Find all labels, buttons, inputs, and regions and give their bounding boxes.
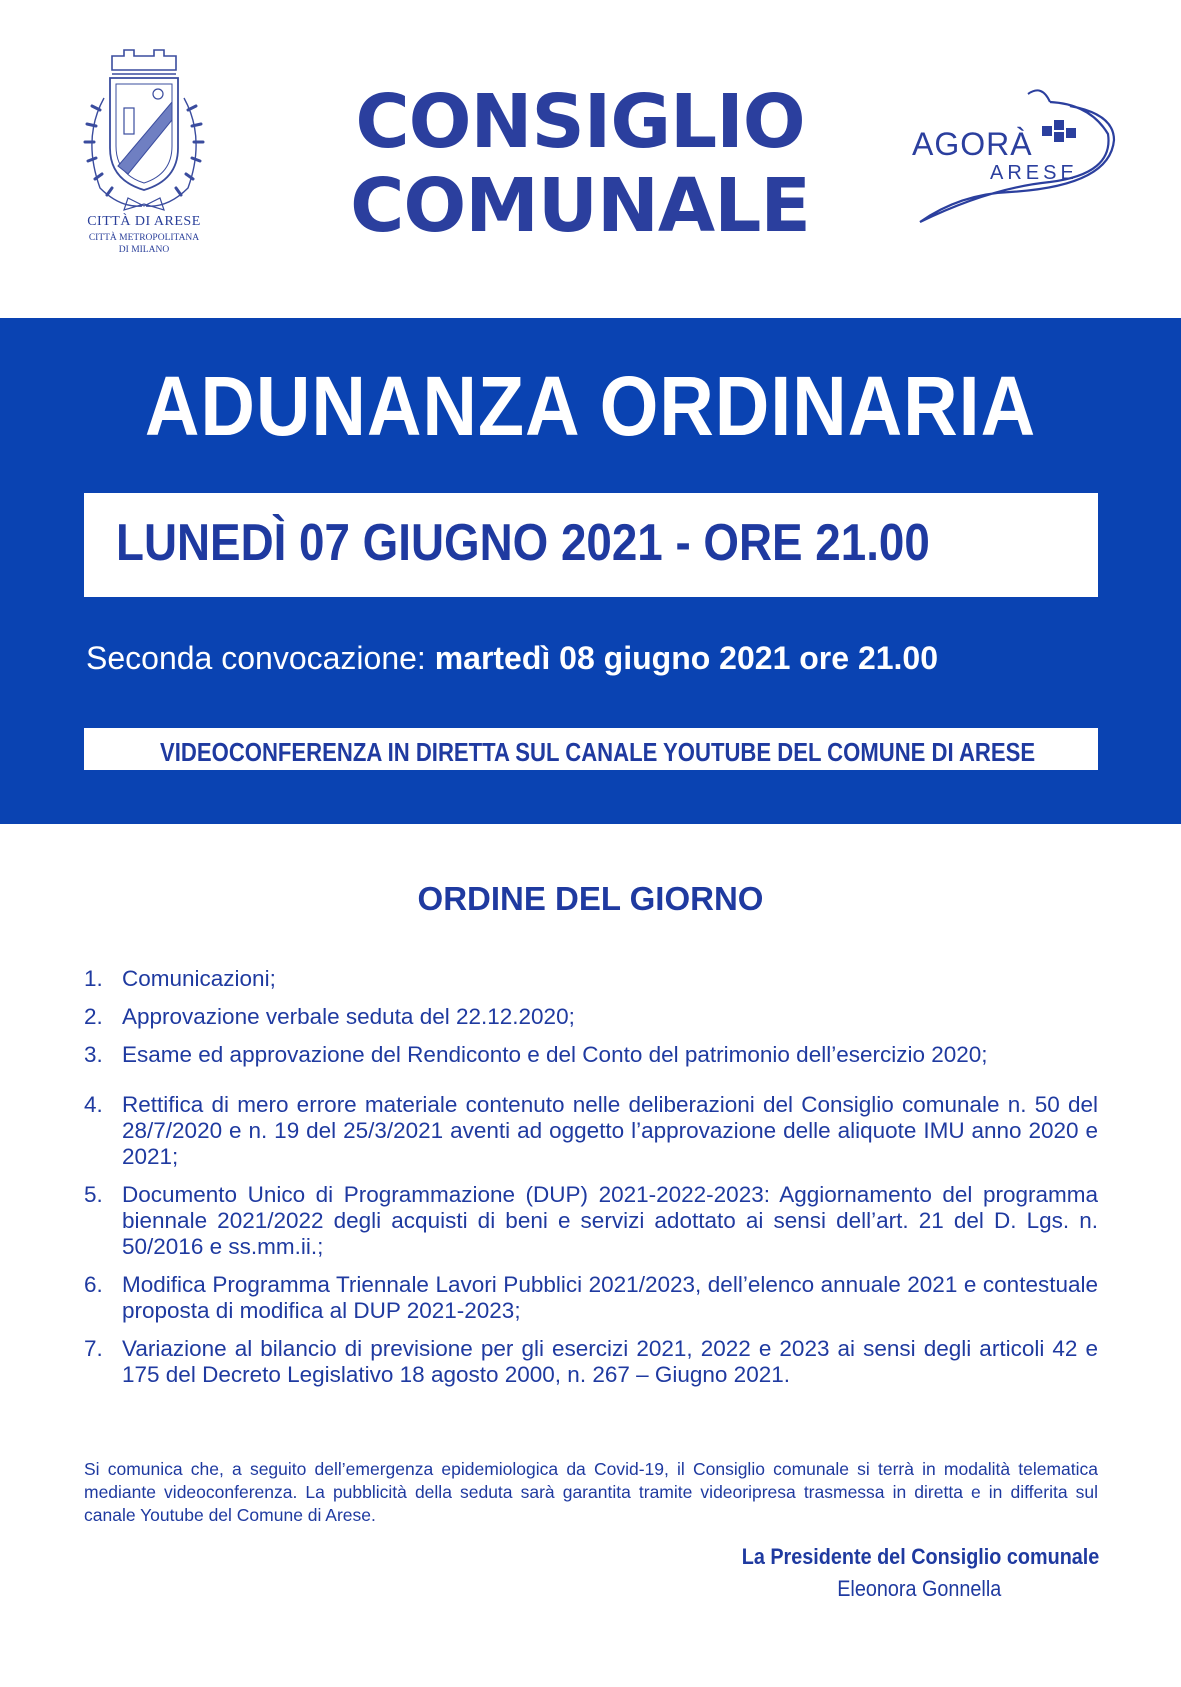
arese-crest-logo	[64, 48, 224, 280]
second-convocation	[86, 640, 938, 677]
second-convocation-date: martedì 08 giugno 2021 ore 21.00	[434, 640, 939, 676]
agenda-item	[84, 1092, 1098, 1170]
crest-subtitle-line-1: CITTÀ METROPOLITANA	[88, 233, 200, 243]
agenda-item-text: Comunicazioni;	[122, 966, 276, 991]
agora-arese-logo	[900, 84, 1130, 234]
crest-subtitle-line-2: DI MILANO	[118, 245, 170, 255]
signature-role: La Presidente del Consiglio comunale	[741, 1544, 1099, 1569]
videoconference-notice: VIDEOCONFERENZA IN DIRETTA SUL CANALE YOUTUBE DEL COMUNE DI ARESE	[160, 737, 1036, 767]
title-line-2: COMUNALE	[350, 163, 810, 249]
agenda-item-text: Rettifica di mero errore materiale contenuto nelle deliberazioni del Consiglio comunale n. 50 del 28/7/2020 e n. 19 del 25/3/2021 aventi ad oggetto l’approvazione delle aliquote IMU anno 2020 e 2021;	[122, 1092, 1098, 1169]
agenda-heading: ORDINE DEL GIORNO	[417, 880, 764, 917]
signature-name: Eleonora Gonnella	[836, 1576, 1001, 1601]
agenda-item-text: Documento Unico di Programmazione (DUP) 2021-2022-2023: Aggiornamento del programma biennale 2021/2022 degli acquisti di beni e servizi adottato ai sensi dell’art. 21 del D. Lgs. n. 50/2016 e ss.mm.ii.;	[122, 1182, 1098, 1259]
agora-logo-name: AGORÀ	[912, 126, 1033, 162]
meeting-type-title: ADUNANZA ORDINARIA	[144, 359, 1037, 453]
meeting-date: LUNEDÌ 07 GIUGNO 2021 - ORE 21.00	[116, 514, 930, 572]
agenda-item-number: 1.	[84, 966, 103, 991]
title-line-1: CONSIGLIO	[355, 79, 805, 165]
page-title	[300, 80, 860, 248]
agenda-item-text: Esame ed approvazione del Rendiconto e del Conto del patrimonio dell’esercizio 2020;	[122, 1042, 988, 1067]
covid-notice: Si comunica che, a seguito dell’emergenza epidemiologica da Covid-19, il Consiglio comunale si terrà in modalità telematica mediante videoconferenza. La pubblicità della seduta sarà garantita tramite videoripresa trasmessa in diretta e in differita sul canale Youtube del Comune di Arese.	[84, 1459, 1098, 1525]
agenda-item	[84, 966, 1098, 992]
header	[0, 0, 1181, 318]
date-box	[84, 493, 1098, 597]
announcement-band	[0, 318, 1181, 824]
coat-of-arms-icon	[64, 48, 224, 213]
agenda-item-text: Approvazione verbale seduta del 22.12.2020;	[122, 1004, 575, 1029]
crest-subtitle	[64, 232, 224, 256]
agenda-item-number: 6.	[84, 1272, 103, 1297]
agenda-item	[84, 1042, 1098, 1068]
agenda-item-number: 7.	[84, 1336, 103, 1361]
agenda-item-text: Variazione al bilancio di previsione per gli esercizi 2021, 2022 e 2023 ai sensi degli articoli 42 e 175 del Decreto Legislativo 18 agosto 2000, n. 267 – Giugno 2021.	[122, 1336, 1098, 1387]
agenda-item	[84, 1004, 1098, 1030]
agenda-item-number: 5.	[84, 1182, 103, 1207]
agenda-item-number: 4.	[84, 1092, 103, 1117]
agora-logo-subtitle: ARESE	[990, 162, 1078, 184]
agenda-item-text: Modifica Programma Triennale Lavori Pubblici 2021/2023, dell’elenco annuale 2021 e contestuale proposta di modifica al DUP 2021-2023;	[122, 1272, 1098, 1323]
agenda-item	[84, 1272, 1098, 1324]
agenda-item	[84, 1336, 1098, 1388]
crest-city-name: CITTÀ DI ARESE	[87, 214, 201, 229]
agenda-item-number: 3.	[84, 1042, 103, 1067]
second-convocation-label: Seconda convocazione:	[86, 640, 426, 676]
agenda-list	[84, 966, 1098, 1400]
agenda-item	[84, 1182, 1098, 1260]
agenda-item-number: 2.	[84, 1004, 103, 1029]
videoconference-box	[84, 728, 1098, 770]
